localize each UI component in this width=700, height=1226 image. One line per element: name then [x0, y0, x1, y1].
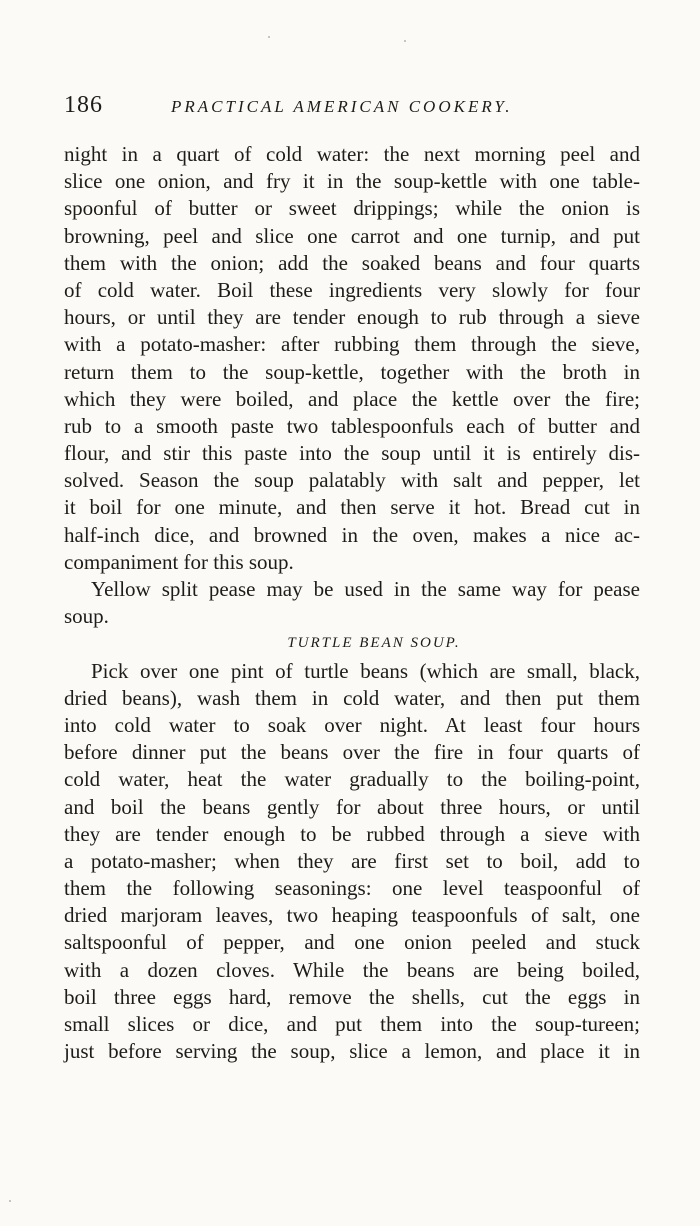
- text-line: dried marjoram leaves, two heaping teaspoonfuls of salt, one: [64, 903, 640, 928]
- text-line: half-inch dice, and browned in the oven, makes a nice ac-: [64, 522, 640, 547]
- text-line: and boil the beans gently for about three hours, or until: [64, 794, 640, 819]
- text-line: them the following seasonings: one level teaspoonful of: [64, 876, 640, 901]
- text-line: which they were boiled, and place the kettle over the fire;: [64, 386, 640, 411]
- text-line: hours, or until they are tender enough to rub through a sieve: [64, 305, 640, 330]
- text-line: browning, peel and slice one carrot and one turnip, and put: [64, 223, 640, 248]
- text-line: solved. Season the soup palatably with salt and pepper, let: [64, 468, 640, 493]
- text-line: return them to the soup-kettle, together with the broth in: [64, 359, 640, 384]
- text-line: Yellow split pease may be used in the same way for pease: [91, 577, 640, 601]
- text-line: into cold water to soak over night. At least four hours: [64, 712, 640, 737]
- text-line: flour, and stir this paste into the soup until it is entirely dis-: [64, 441, 640, 466]
- section-heading: TURTLE BEAN SOUP.: [287, 635, 461, 652]
- text-line: a potato-masher; when they are first set to boil, add to: [64, 848, 640, 873]
- text-line: small slices or dice, and put them into the soup-tureen;: [64, 1012, 640, 1036]
- text-line: before dinner put the beans over the fire in four quarts of: [64, 740, 640, 765]
- text-line: cold water, heat the water gradually to the boiling-point,: [64, 767, 640, 792]
- paper-speck: [404, 40, 406, 42]
- text-line: of cold water. Boil these ingredients very slowly for four: [64, 277, 640, 302]
- text-line: companiment for this soup.: [64, 549, 294, 574]
- text-line: they are tender enough to be rubbed through a sieve with: [64, 821, 640, 846]
- text-line: night in a quart of cold water: the next morning peel and: [64, 142, 640, 166]
- running-title: PRACTICAL AMERICAN COOKERY.: [171, 97, 513, 116]
- text-line: rub to a smooth paste two tablespoonfuls each of butter and: [64, 413, 640, 438]
- paper-speck: [268, 36, 270, 38]
- text-line: slice one onion, and fry it in the soup-kettle with one table-: [64, 169, 640, 194]
- text-line: boil three eggs hard, remove the shells, cut the eggs in: [64, 984, 640, 1009]
- text-line: them with the onion; add the soaked beans and four quarts: [64, 250, 640, 275]
- text-line: soup.: [64, 604, 109, 629]
- body-text: [64, 141, 640, 1065]
- text-line: it boil for one minute, and then serve it hot. Bread cut in: [64, 495, 640, 520]
- page-header: [64, 92, 640, 122]
- text-line: saltspoonful of pepper, and one onion peeled and stuck: [64, 930, 640, 955]
- text-line: just before serving the soup, slice a lemon, and place it in: [64, 1039, 640, 1064]
- text-line: with a potato-masher: after rubbing them through the sieve,: [64, 332, 640, 357]
- text-line: dried beans), wash them in cold water, and then put them: [64, 685, 640, 710]
- text-line: spoonful of butter or sweet drippings; while the onion is: [64, 196, 640, 221]
- text-line: Pick over one pint of turtle beans (which are small, black,: [91, 658, 640, 683]
- text-line: with a dozen cloves. While the beans are being boiled,: [64, 957, 640, 982]
- page-number: 186: [64, 92, 103, 118]
- paper-speck: [9, 1200, 11, 1202]
